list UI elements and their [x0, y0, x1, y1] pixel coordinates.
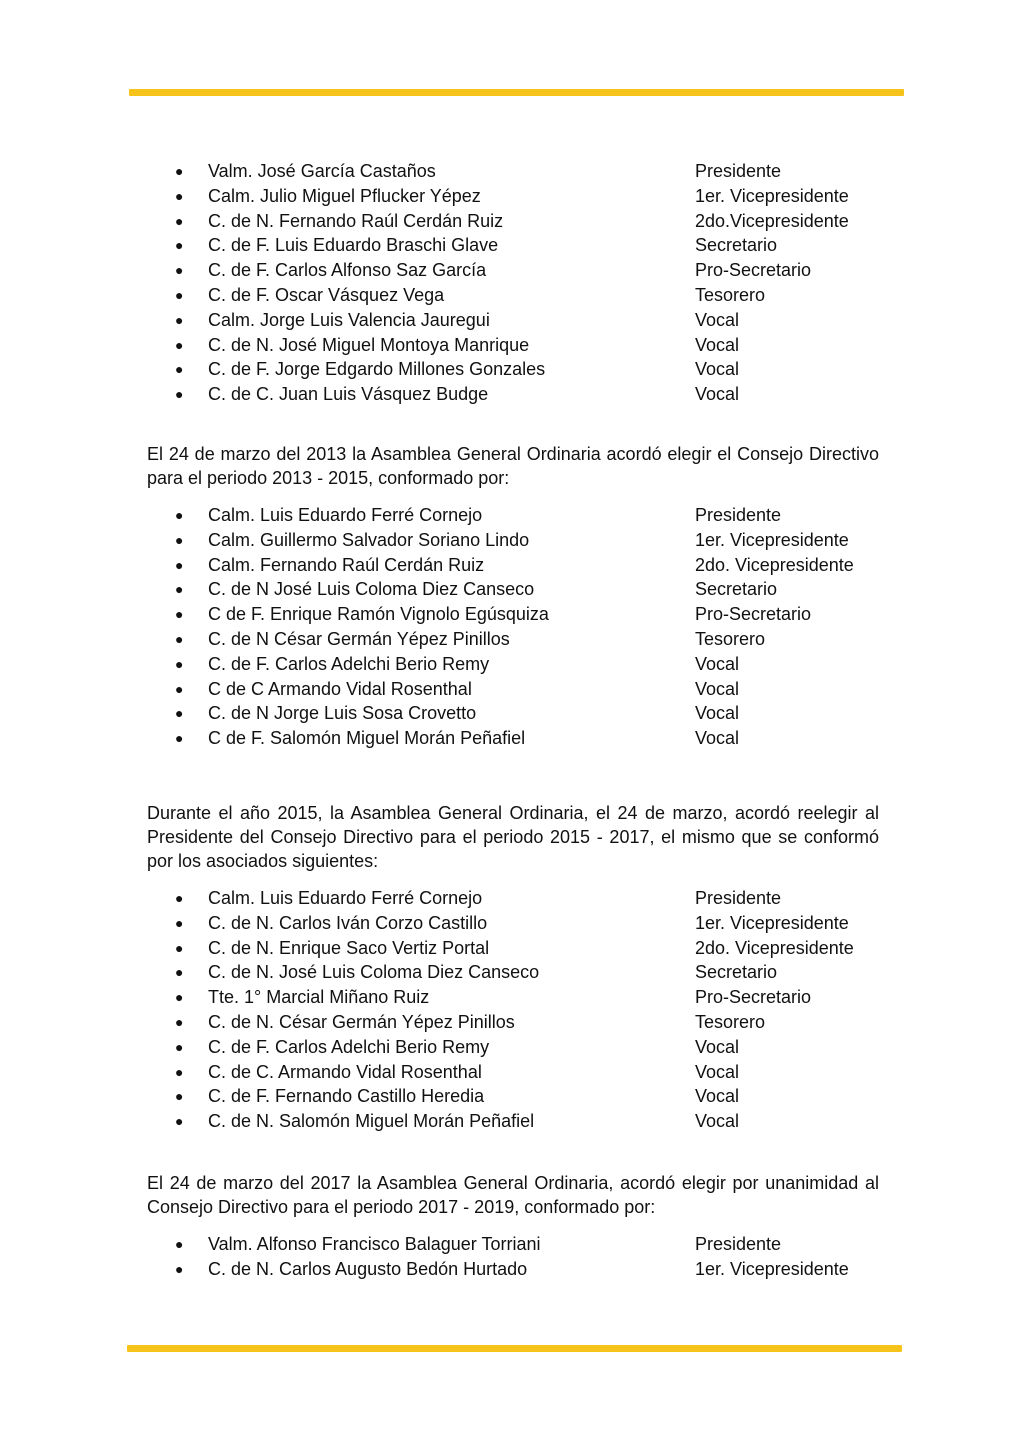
member-role: 2do.Vicepresidente: [695, 210, 849, 231]
member-role: Secretario: [695, 235, 778, 256]
list-item: [147, 1232, 879, 1257]
bullet-icon: ●: [175, 1235, 184, 1252]
paragraph-2013: El 24 de marzo del 2013 la Asamblea General Ordinaria acordó elegir el Consejo Directivo para el periodo 2013 - 2015, conformado por:: [147, 443, 879, 488]
list-item: [147, 1257, 879, 1282]
list-item: [147, 553, 879, 578]
member-role: Vocal: [695, 678, 740, 699]
member-role: 1er. Vicepresidente: [695, 529, 849, 550]
member-name: Valm. José García Castaños: [208, 161, 436, 181]
list-item: [147, 503, 879, 528]
member-role: Vocal: [695, 1111, 740, 1132]
member-name: C. de N Jorge Luis Sosa Crovetto: [208, 703, 477, 724]
member-role: Pro-Secretario: [695, 604, 812, 625]
member-name: C. de F. Carlos Alfonso Saz García: [208, 260, 487, 281]
member-role: Vocal: [695, 384, 740, 405]
member-name: C de F. Enrique Ramón Vignolo Egúsquiza: [208, 604, 549, 625]
member-role: Vocal: [695, 309, 740, 330]
list-item: [147, 1010, 879, 1035]
list-item: [147, 159, 879, 184]
member-name: Calm. Fernando Raúl Cerdán Ruiz: [208, 554, 485, 575]
bullet-icon: ●: [175, 964, 184, 981]
member-name: C. de N José Luis Coloma Diez Canseco: [208, 579, 535, 600]
member-role: Presidente: [695, 1233, 782, 1254]
member-role: 1er. Vicepresidente: [695, 185, 849, 206]
bullet-icon: ●: [175, 1013, 184, 1030]
bullet-icon: ●: [175, 1113, 184, 1130]
list-item: [147, 333, 879, 358]
member-role: Vocal: [695, 1036, 740, 1057]
bullet-icon: ●: [175, 581, 184, 598]
member-name: C. de N. Enrique Saco Vertiz Portal: [208, 937, 490, 958]
document-body: [147, 159, 879, 1282]
list-item: [147, 701, 879, 726]
bullet-icon: ●: [175, 606, 184, 623]
list-item: [147, 1084, 879, 1109]
member-role: Vocal: [695, 1061, 740, 1082]
list-item: [147, 357, 879, 382]
list-item: [147, 985, 879, 1010]
bullet-icon: ●: [175, 1038, 184, 1055]
member-name: Calm. Luis Eduardo Ferré Cornejo: [208, 887, 483, 908]
bullet-icon: ●: [175, 705, 184, 722]
bullet-icon: ●: [175, 1088, 184, 1105]
member-name: C. de F. Oscar Vásquez Vega: [208, 284, 445, 305]
member-role: Vocal: [695, 653, 740, 674]
list-item: [147, 308, 879, 333]
member-role: 1er. Vicepresidente: [695, 1258, 849, 1279]
paragraph-2017: El 24 de marzo del 2017 la Asamblea General Ordinaria, acordó elegir por unanimidad al Consejo Directivo para el periodo 2017 - 2019, conformado por:: [147, 1172, 879, 1217]
bullet-icon: ●: [175, 889, 184, 906]
bullet-icon: ●: [175, 630, 184, 647]
bullet-icon: ●: [175, 556, 184, 573]
member-name: C de C Armando Vidal Rosenthal: [208, 678, 472, 699]
list-item: [147, 627, 879, 652]
list-item: [147, 886, 879, 911]
member-role: Tesorero: [695, 1011, 766, 1032]
member-name: C. de F. Carlos Adelchi Berio Remy: [208, 653, 490, 674]
bullet-icon: ●: [175, 187, 184, 204]
member-role: Pro-Secretario: [695, 987, 812, 1008]
list-item: [147, 1109, 879, 1134]
list-item: [147, 652, 879, 677]
bullet-icon: ●: [175, 989, 184, 1006]
bullet-icon: ●: [175, 286, 184, 303]
list-item: [147, 258, 879, 283]
member-role: Vocal: [695, 334, 740, 355]
member-name: Tte. 1° Marcial Miñano Ruiz: [208, 987, 430, 1008]
member-list-2015: [147, 886, 879, 1134]
bullet-icon: ●: [175, 730, 184, 747]
list-item: [147, 936, 879, 961]
bullet-icon: ●: [175, 361, 184, 378]
bullet-icon: ●: [175, 1260, 184, 1277]
bullet-icon: ●: [175, 939, 184, 956]
list-item: [147, 1035, 879, 1060]
list-item: [147, 911, 879, 936]
member-name: C. de F. Luis Eduardo Braschi Glave: [208, 235, 499, 256]
member-name: C. de N. José Miguel Montoya Manrique: [208, 334, 530, 355]
member-role: Secretario: [695, 579, 778, 600]
member-name: C. de N. José Luis Coloma Diez Canseco: [208, 962, 540, 983]
member-role: Vocal: [695, 728, 740, 749]
member-role: Vocal: [695, 1086, 740, 1107]
list-item: [147, 283, 879, 308]
member-name: Calm. Julio Miguel Pflucker Yépez: [208, 185, 481, 206]
member-list-2017: [147, 1232, 879, 1282]
list-item: [147, 726, 879, 751]
member-role: Presidente: [695, 504, 782, 525]
paragraph-2015: Durante el año 2015, la Asamblea General Ordinaria, el 24 de marzo, acordó reelegir al Presidente del Consejo Directivo para el periodo 2015 - 2017, el mismo que se conformó por los asociados siguientes:: [147, 802, 879, 871]
bullet-icon: ●: [175, 212, 184, 229]
member-name: C. de F. Fernando Castillo Heredia: [208, 1086, 485, 1107]
member-list-2013: [147, 503, 879, 751]
list-item: [147, 577, 879, 602]
member-name: C. de N. Carlos Iván Corzo Castillo: [208, 912, 488, 933]
member-name: C de F. Salomón Miguel Morán Peñafiel: [208, 728, 526, 749]
member-name: C. de N. Carlos Augusto Bedón Hurtado: [208, 1258, 528, 1279]
list-item: [147, 960, 879, 985]
list-item: [147, 1060, 879, 1085]
bullet-icon: ●: [175, 1063, 184, 1080]
member-role: Presidente: [695, 887, 782, 908]
list-item: [147, 528, 879, 553]
list-item: [147, 233, 879, 258]
member-role: Secretario: [695, 962, 778, 983]
member-role: Pro-Secretario: [695, 260, 812, 281]
member-name: Calm. Jorge Luis Valencia Jauregui: [208, 309, 490, 330]
bullet-icon: ●: [175, 680, 184, 697]
member-role: Presidente: [695, 161, 782, 181]
member-name: Calm. Luis Eduardo Ferré Cornejo: [208, 504, 483, 525]
list-item: [147, 382, 879, 407]
top-accent-rule: [129, 89, 904, 96]
member-role: Tesorero: [695, 628, 766, 649]
bottom-accent-rule: [127, 1345, 902, 1352]
member-name: C. de N César Germán Yépez Pinillos: [208, 628, 510, 649]
member-name: C. de N. Salomón Miguel Morán Peñafiel: [208, 1111, 535, 1132]
member-name: C. de C. Juan Luis Vásquez Budge: [208, 384, 489, 405]
bullet-icon: ●: [175, 386, 184, 403]
member-name: C. de N. Fernando Raúl Cerdán Ruiz: [208, 210, 504, 231]
list-item: [147, 184, 879, 209]
bullet-icon: ●: [175, 336, 184, 353]
bullet-icon: ●: [175, 531, 184, 548]
member-name: C. de N. César Germán Yépez Pinillos: [208, 1011, 515, 1032]
member-name: Calm. Guillermo Salvador Soriano Lindo: [208, 529, 530, 550]
bullet-icon: ●: [175, 262, 184, 279]
member-role: Vocal: [695, 359, 740, 380]
list-item: [147, 602, 879, 627]
bullet-icon: ●: [175, 237, 184, 254]
list-item: [147, 677, 879, 702]
member-role: 2do. Vicepresidente: [695, 554, 854, 575]
bullet-icon: ●: [175, 311, 184, 328]
member-role: Vocal: [695, 703, 740, 724]
bullet-icon: ●: [175, 163, 184, 179]
member-name: C. de F. Jorge Edgardo Millones Gonzales: [208, 359, 546, 380]
member-list-1: [147, 159, 879, 407]
member-name: C. de C. Armando Vidal Rosenthal: [208, 1061, 482, 1082]
bullet-icon: ●: [175, 506, 184, 523]
bullet-icon: ●: [175, 655, 184, 672]
bullet-icon: ●: [175, 914, 184, 931]
member-role: Tesorero: [695, 284, 766, 305]
list-item: [147, 209, 879, 234]
member-name: Valm. Alfonso Francisco Balaguer Torriani: [208, 1233, 541, 1254]
member-role: 2do. Vicepresidente: [695, 937, 854, 958]
member-role: 1er. Vicepresidente: [695, 912, 849, 933]
member-name: C. de F. Carlos Adelchi Berio Remy: [208, 1036, 490, 1057]
